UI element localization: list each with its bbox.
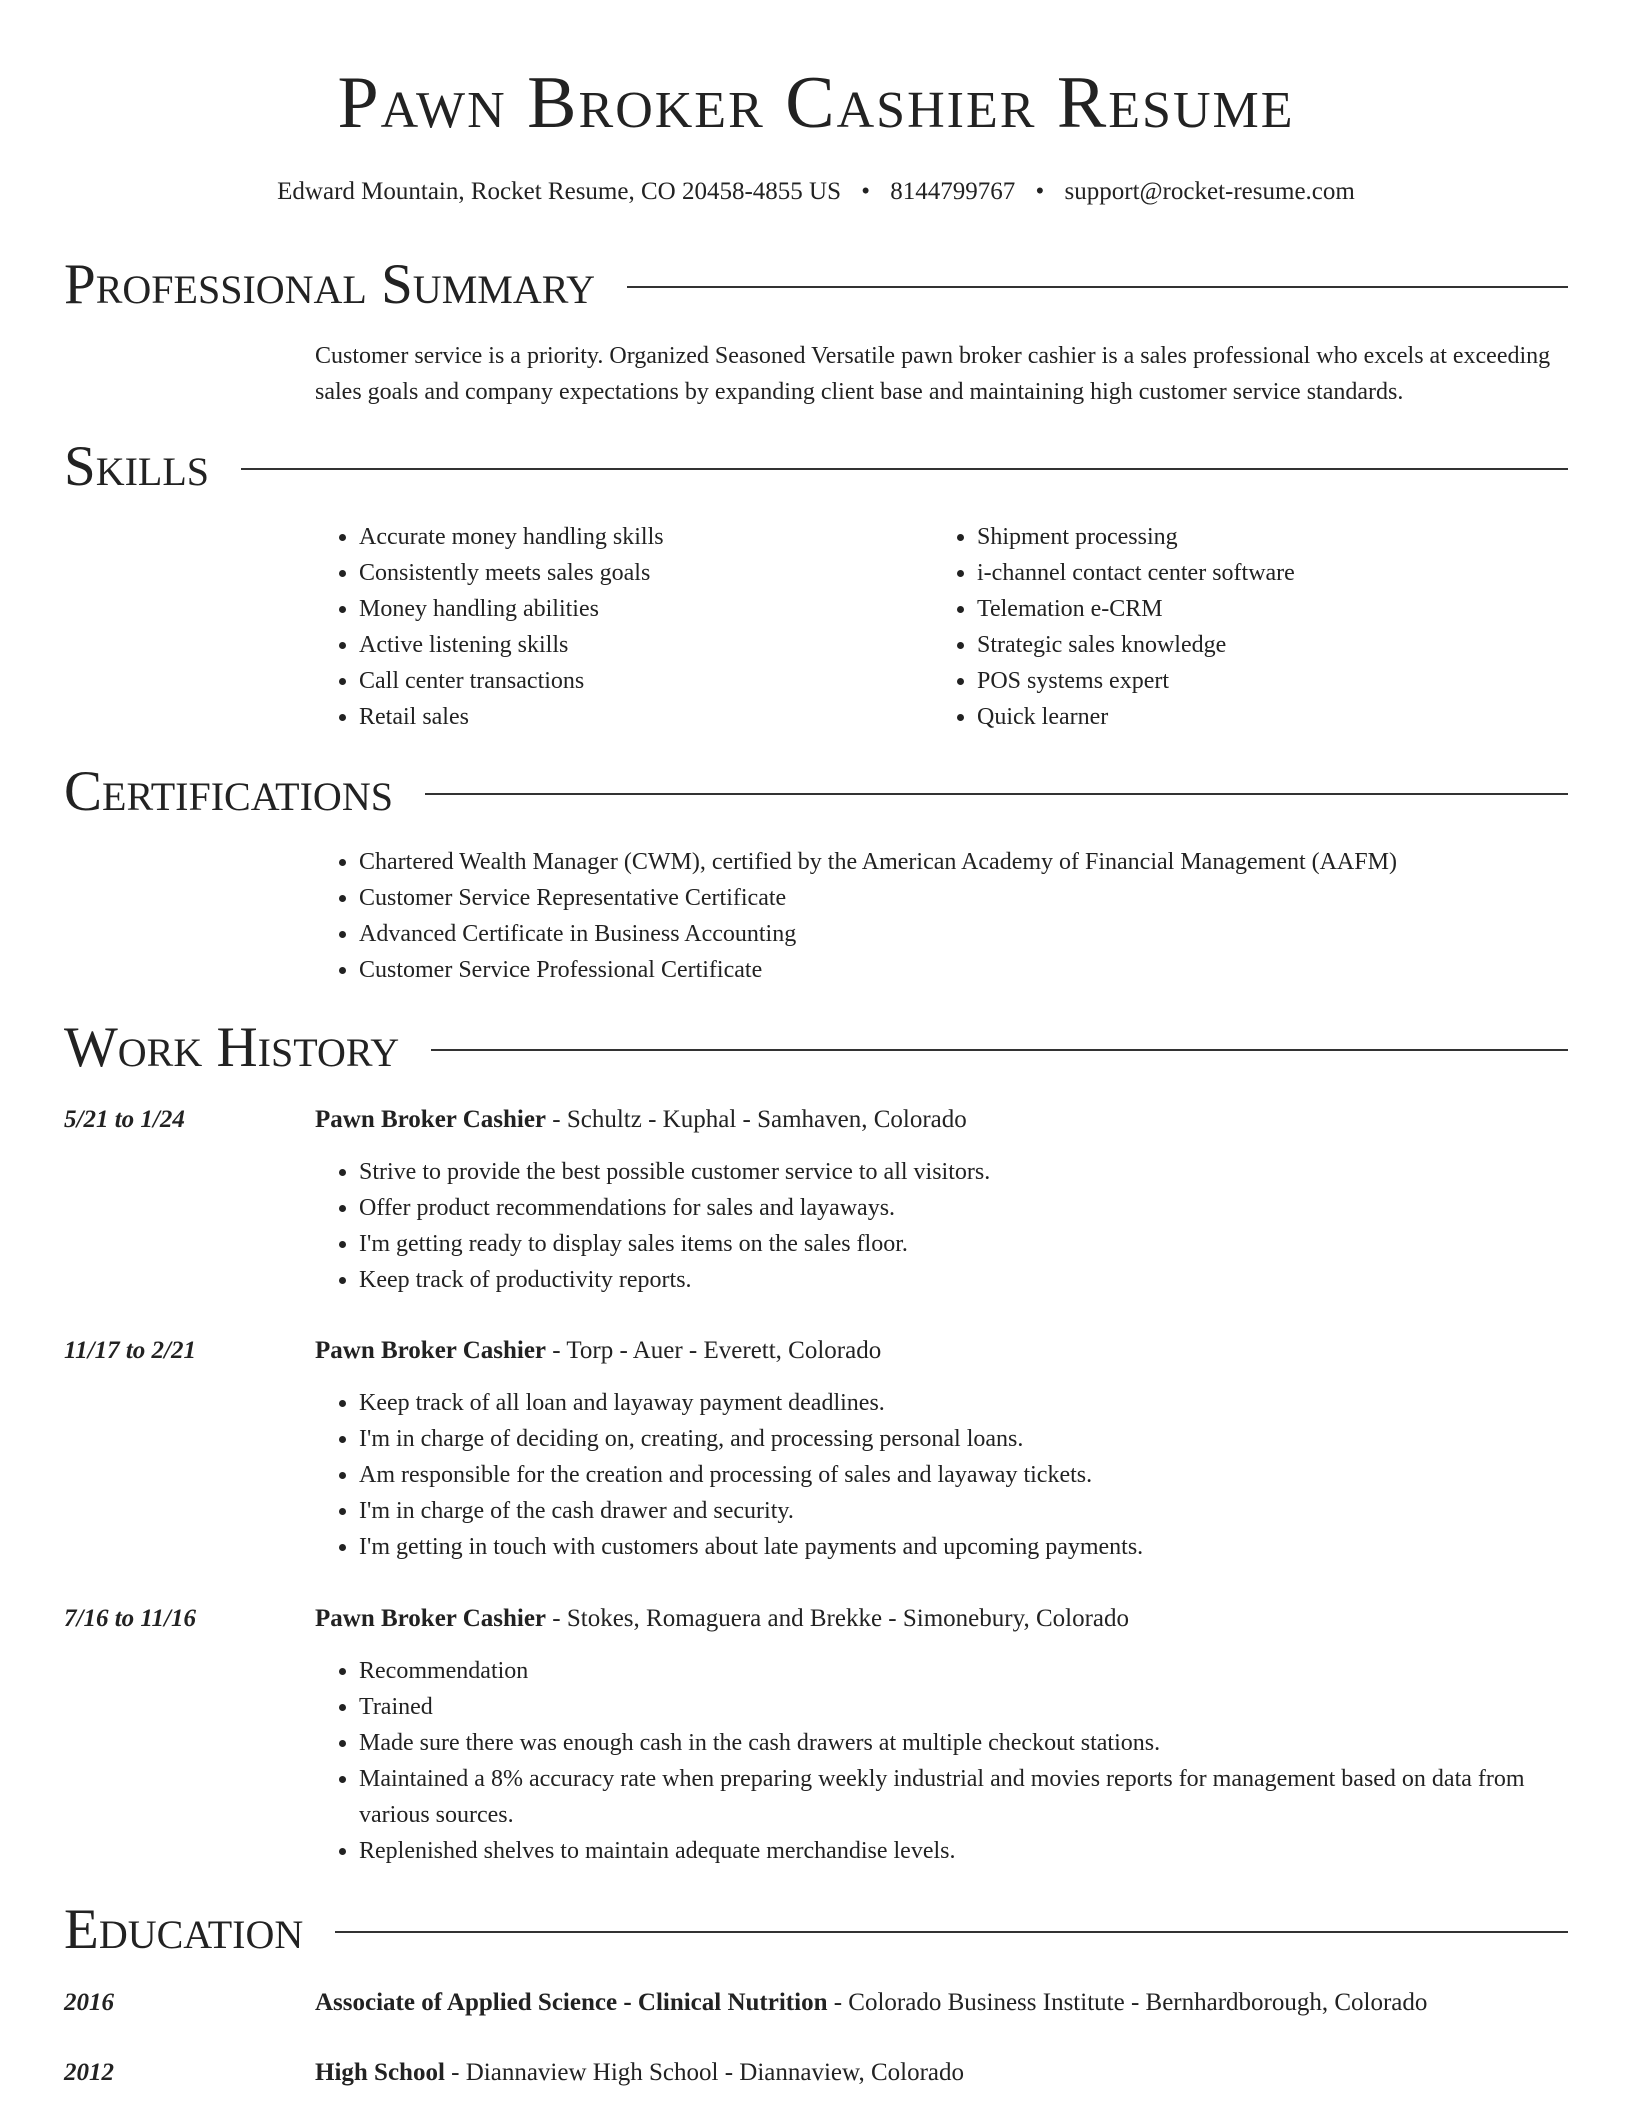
skills-section-header bbox=[64, 435, 1568, 499]
section-divider bbox=[431, 1049, 1568, 1051]
section-divider bbox=[627, 286, 1568, 288]
skill-item: • Strategic sales knowledge bbox=[977, 627, 1549, 663]
job-employer: - Torp - Auer - Everett, Colorado bbox=[546, 1337, 882, 1364]
skill-item: • Call center transactions bbox=[359, 663, 931, 699]
job-entry bbox=[315, 1601, 1565, 1869]
job-bullets bbox=[315, 1154, 1565, 1298]
certifications-section-header bbox=[64, 760, 1568, 824]
skills-heading: Skills bbox=[64, 435, 210, 498]
job-bullet: • Trained bbox=[359, 1689, 1565, 1725]
education-section-header bbox=[64, 1898, 1568, 1962]
skills-list-right bbox=[931, 519, 1549, 735]
job-bullet: • I'm getting in touch with customers about late payments and upcoming payments. bbox=[359, 1529, 1565, 1565]
job-bullets bbox=[315, 1653, 1565, 1869]
skill-item: • Accurate money handling skills bbox=[359, 519, 931, 555]
job-bullet: • Replenished shelves to maintain adequate merchandise levels. bbox=[359, 1833, 1565, 1869]
skill-item: • Telemation e-CRM bbox=[977, 591, 1549, 627]
education-line bbox=[315, 2055, 1565, 2091]
certification-item: • Advanced Certificate in Business Accounting bbox=[359, 916, 1565, 952]
skill-item: • Shipment processing bbox=[977, 519, 1549, 555]
job-bullet: • Offer product recommendations for sales and layaways. bbox=[359, 1190, 1565, 1226]
summary-heading: Professional Summary bbox=[64, 253, 596, 316]
skill-item: • i-channel contact center software bbox=[977, 555, 1549, 591]
education-degree: High School bbox=[315, 2059, 445, 2086]
job-title: Pawn Broker Cashier bbox=[315, 1605, 547, 1632]
skills-list-left bbox=[315, 519, 931, 735]
skill-item: • Consistently meets sales goals bbox=[359, 555, 931, 591]
education-degree: Associate of Applied Science - Clinical Nutrition bbox=[315, 1989, 828, 2016]
education-school: - Colorado Business Institute - Bernhardborough, Colorado bbox=[827, 1989, 1428, 2016]
summary-section-header bbox=[64, 253, 1568, 317]
work-section-header bbox=[64, 1016, 1568, 1080]
job-title: Pawn Broker Cashier bbox=[315, 1106, 547, 1133]
job-bullet: • I'm getting ready to display sales items on the sales floor. bbox=[359, 1226, 1565, 1262]
education-heading: Education bbox=[64, 1898, 304, 1961]
section-divider bbox=[425, 793, 1568, 795]
job-bullet: • Keep track of productivity reports. bbox=[359, 1262, 1565, 1298]
skills-block bbox=[315, 519, 1565, 735]
contact-address: Edward Mountain, Rocket Resume, CO 20458-4855 US bbox=[277, 178, 841, 205]
summary-block bbox=[315, 338, 1565, 410]
job-dates: 7/16 to 11/16 bbox=[64, 1605, 196, 1632]
section-divider bbox=[335, 1931, 1568, 1933]
contact-line bbox=[64, 176, 1568, 208]
work-heading: Work History bbox=[64, 1016, 400, 1079]
contact-separator: • bbox=[1035, 178, 1045, 205]
job-bullet: • Maintained a 8% accuracy rate when preparing weekly industrial and movies reports for management based on data from various sources. bbox=[359, 1761, 1565, 1833]
education-school: - Diannaview High School - Diannaview, Colorado bbox=[444, 2059, 964, 2086]
job-employer: - Stokes, Romaguera and Brekke - Simonebury, Colorado bbox=[546, 1605, 1130, 1632]
job-bullets bbox=[315, 1385, 1565, 1565]
skill-item: • Quick learner bbox=[977, 699, 1549, 735]
job-bullet: • Made sure there was enough cash in the cash drawers at multiple checkout stations. bbox=[359, 1725, 1565, 1761]
certifications-list bbox=[315, 844, 1565, 988]
contact-phone: 8144799767 bbox=[890, 178, 1016, 205]
certification-item: • Customer Service Representative Certificate bbox=[359, 880, 1565, 916]
education-line bbox=[315, 1985, 1565, 2021]
job-title-line bbox=[315, 1333, 1565, 1369]
education-entry bbox=[315, 2055, 1565, 2091]
job-bullet: • I'm in charge of the cash drawer and security. bbox=[359, 1493, 1565, 1529]
skill-item: • Retail sales bbox=[359, 699, 931, 735]
certification-item: • Customer Service Professional Certificate bbox=[359, 952, 1565, 988]
skill-item: • Money handling abilities bbox=[359, 591, 931, 627]
job-employer: - Schultz - Kuphal - Samhaven, Colorado bbox=[546, 1106, 967, 1133]
education-entry bbox=[315, 1985, 1565, 2021]
contact-email: support@rocket-resume.com bbox=[1064, 178, 1355, 205]
job-title-line bbox=[315, 1601, 1565, 1637]
education-year: 2012 bbox=[64, 2059, 114, 2086]
certification-item: • Chartered Wealth Manager (CWM), certified by the American Academy of Financial Management (AAFM) bbox=[359, 844, 1565, 880]
education-year: 2016 bbox=[64, 1989, 114, 2016]
job-dates: 5/21 to 1/24 bbox=[64, 1106, 185, 1133]
skill-item: • Active listening skills bbox=[359, 627, 931, 663]
job-title-line bbox=[315, 1102, 1565, 1138]
job-title: Pawn Broker Cashier bbox=[315, 1337, 547, 1364]
job-bullet: • Keep track of all loan and layaway payment deadlines. bbox=[359, 1385, 1565, 1421]
job-bullet: • I'm in charge of deciding on, creating, and processing personal loans. bbox=[359, 1421, 1565, 1457]
contact-separator: • bbox=[861, 178, 871, 205]
job-bullet: • Strive to provide the best possible customer service to all visitors. bbox=[359, 1154, 1565, 1190]
skill-item: • POS systems expert bbox=[977, 663, 1549, 699]
job-bullet: • Recommendation bbox=[359, 1653, 1565, 1689]
job-entry bbox=[315, 1333, 1565, 1565]
job-dates: 11/17 to 2/21 bbox=[64, 1337, 196, 1364]
job-bullet: • Am responsible for the creation and processing of sales and layaway tickets. bbox=[359, 1457, 1565, 1493]
certifications-heading: Certifications bbox=[64, 760, 393, 823]
certifications-block bbox=[315, 844, 1565, 988]
summary-text: Customer service is a priority. Organized Seasoned Versatile pawn broker cashier is a sales professional who excels at exceeding sales goals and company expectations by expanding client base and maintaining high customer service standards. bbox=[315, 343, 1551, 405]
section-divider bbox=[241, 468, 1568, 470]
resume-title: Pawn Broker Cashier Resume bbox=[337, 62, 1295, 144]
job-entry bbox=[315, 1102, 1565, 1298]
